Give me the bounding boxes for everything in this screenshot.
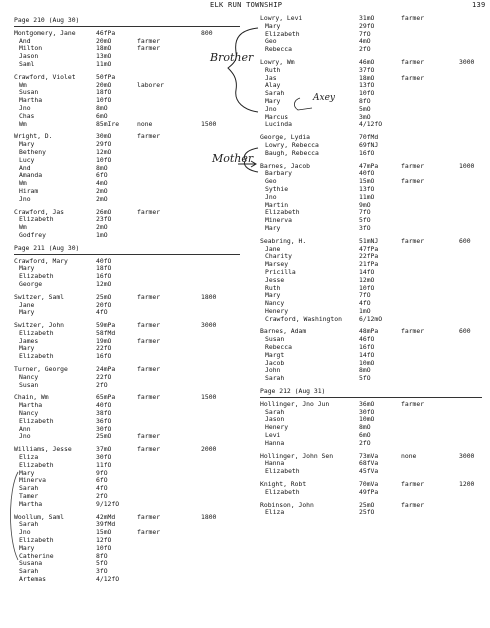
- real-estate-value: 3000: [459, 451, 475, 460]
- occupation: farmer: [137, 445, 161, 454]
- person-name: Wright, D.: [14, 132, 53, 141]
- age-sex-birthplace: 2fO: [96, 380, 108, 389]
- age-sex-birthplace: 5fO: [359, 216, 371, 225]
- age-sex-birthplace: 8mO: [359, 423, 371, 432]
- person-name: Hanna: [265, 459, 285, 468]
- age-sex-birthplace: 2mO: [96, 223, 108, 232]
- age-sex-birthplace: 46fO: [359, 335, 375, 344]
- age-sex-birthplace: 16fO: [359, 148, 375, 157]
- occupation: none: [401, 451, 417, 460]
- person-name: Sythie: [265, 184, 289, 193]
- person-name: Jno: [265, 192, 277, 201]
- age-sex-birthplace: 22fO: [96, 372, 112, 381]
- person-name: Jane: [19, 300, 35, 309]
- age-sex-birthplace: 4fO: [359, 299, 371, 308]
- age-sex-birthplace: 36fO: [96, 416, 112, 425]
- age-sex-birthplace: 20fO: [96, 300, 112, 309]
- occupation: farmer: [137, 432, 161, 441]
- age-sex-birthplace: 25mO: [359, 500, 375, 509]
- person-name: Mary: [265, 21, 281, 30]
- age-sex-birthplace: 51mNJ: [359, 236, 379, 245]
- section-label: Page 212 (Aug 31): [260, 387, 326, 396]
- person-name: John: [265, 366, 281, 375]
- person-name: Margt: [265, 350, 285, 359]
- person-name: Martin: [265, 200, 289, 209]
- age-sex-birthplace: 7fO: [359, 291, 371, 300]
- age-sex-birthplace: 39fMd: [96, 520, 116, 529]
- person-name: And: [19, 36, 31, 45]
- person-name: Martha: [19, 401, 43, 410]
- occupation: farmer: [401, 236, 425, 245]
- age-sex-birthplace: 29fO: [359, 21, 375, 30]
- age-sex-birthplace: 20mO: [96, 36, 112, 45]
- person-name: Martha: [19, 96, 43, 105]
- age-sex-birthplace: 9fO: [96, 468, 108, 477]
- real-estate-value: 1800: [201, 292, 217, 301]
- age-sex-birthplace: 2mO: [96, 194, 108, 203]
- person-name: Susan: [265, 335, 285, 344]
- person-name: Mary: [265, 223, 281, 232]
- age-sex-birthplace: 8mO: [96, 103, 108, 112]
- age-sex-birthplace: 8fO: [359, 96, 371, 105]
- person-name: Nancy: [265, 299, 285, 308]
- age-sex-birthplace: 10fO: [359, 89, 375, 98]
- person-name: Hollinger, John Sen: [260, 451, 334, 460]
- age-sex-birthplace: 25mO: [96, 292, 112, 301]
- age-sex-birthplace: 59mPa: [96, 321, 116, 330]
- person-name: Wm: [19, 179, 27, 188]
- age-sex-birthplace: 8mO: [96, 163, 108, 172]
- person-name: Jno: [19, 432, 31, 441]
- person-name: Wm: [19, 80, 27, 89]
- occupation: farmer: [401, 177, 425, 186]
- age-sex-birthplace: 11mO: [359, 192, 375, 201]
- age-sex-birthplace: 24mPa: [96, 365, 116, 374]
- person-name: Jesse: [265, 275, 285, 284]
- person-name: Elizabeth: [265, 487, 300, 496]
- occupation: farmer: [137, 292, 161, 301]
- person-name: Elizabeth: [265, 467, 300, 476]
- person-name: Henery: [265, 306, 289, 315]
- occupation: farmer: [137, 512, 161, 521]
- person-name: Elizabeth: [19, 328, 54, 337]
- person-name: Elizabeth: [265, 29, 300, 38]
- age-sex-birthplace: 25fO: [359, 508, 375, 517]
- person-name: Robinson, John: [260, 500, 314, 509]
- real-estate-value: 2000: [201, 445, 217, 454]
- person-name: Lowry, Rebecca: [265, 140, 319, 149]
- real-estate-value: 600: [459, 236, 471, 245]
- occupation: farmer: [401, 14, 425, 22]
- person-name: Jason: [265, 415, 285, 424]
- person-name: Sarah: [19, 567, 39, 576]
- age-sex-birthplace: 2mO: [96, 186, 108, 195]
- age-sex-birthplace: 47mPa: [359, 161, 379, 170]
- person-name: Elizabeth: [265, 208, 300, 217]
- person-name: Ruth: [265, 65, 281, 74]
- age-sex-birthplace: 73mVa: [359, 451, 379, 460]
- occupation: farmer: [401, 500, 425, 509]
- age-sex-birthplace: 1mO: [96, 230, 108, 239]
- person-name: Mary: [265, 96, 281, 105]
- person-name: Barbary: [265, 169, 292, 178]
- age-sex-birthplace: 4mO: [96, 179, 108, 188]
- person-name: Wm: [19, 119, 27, 128]
- age-sex-birthplace: 6mO: [359, 431, 371, 440]
- occupation: farmer: [137, 207, 161, 216]
- age-sex-birthplace: 49fPa: [359, 487, 379, 496]
- section-label: Page 211 (Aug 30): [14, 243, 80, 252]
- age-sex-birthplace: 7fO: [359, 29, 371, 38]
- person-name: Susana: [19, 559, 43, 568]
- age-sex-birthplace: 68fVa: [359, 459, 379, 468]
- person-name: Chas: [19, 111, 35, 120]
- age-sex-birthplace: 4fO: [96, 308, 108, 317]
- age-sex-birthplace: 42mMd: [96, 512, 116, 521]
- page-title: ELK RUN TOWNSHIP: [210, 1, 283, 9]
- age-sex-birthplace: 30mO: [96, 132, 112, 141]
- person-name: Mary: [19, 468, 35, 477]
- person-name: Elizabeth: [19, 272, 54, 281]
- person-name: Mary: [19, 308, 35, 317]
- age-sex-birthplace: 30fO: [359, 407, 375, 416]
- age-sex-birthplace: 13fO: [359, 184, 375, 193]
- person-name: Geo: [265, 37, 277, 46]
- person-name: Alay: [265, 81, 281, 90]
- person-name: Barnes, Adam: [260, 327, 307, 336]
- person-name: Charity: [265, 252, 292, 261]
- person-name: Elizabeth: [19, 416, 54, 425]
- person-name: Hiram: [19, 186, 39, 195]
- age-sex-birthplace: 25mO: [96, 432, 112, 441]
- person-name: Rebecca: [265, 45, 292, 54]
- bracket-mark-williams: [11, 472, 19, 560]
- age-sex-birthplace: 21fPa: [359, 260, 379, 269]
- person-name: Lowry, Levi: [260, 14, 303, 22]
- person-name: Sarah: [265, 374, 285, 383]
- person-name: Elizabeth: [19, 460, 54, 469]
- age-sex-birthplace: 46mO: [359, 57, 375, 66]
- age-sex-birthplace: 46fPa: [96, 28, 116, 37]
- age-sex-birthplace: 3mO: [359, 112, 371, 121]
- person-name: Hanna: [265, 438, 285, 447]
- person-name: Montgomery, Jane: [14, 28, 76, 37]
- section-label: Page 210 (Aug 30): [14, 16, 80, 24]
- age-sex-birthplace: 11fO: [96, 460, 112, 469]
- age-sex-birthplace: 5mO: [359, 104, 371, 113]
- person-name: Nancy: [19, 372, 39, 381]
- age-sex-birthplace: 6mO: [96, 111, 108, 120]
- age-sex-birthplace: 6/12mO: [359, 314, 383, 323]
- age-sex-birthplace: 16fO: [96, 352, 112, 361]
- person-name: Jason: [19, 52, 39, 61]
- person-name: Susan: [19, 380, 39, 389]
- age-sex-birthplace: 14fO: [359, 267, 375, 276]
- person-name: Mary: [19, 140, 35, 149]
- person-name: Lowry, Wm: [260, 57, 295, 66]
- occupation: farmer: [401, 480, 425, 489]
- age-sex-birthplace: 69fNJ: [359, 140, 379, 149]
- age-sex-birthplace: 18mO: [359, 73, 375, 82]
- age-sex-birthplace: 12mO: [96, 147, 112, 156]
- age-sex-birthplace: 16fO: [96, 272, 112, 281]
- age-sex-birthplace: 36mO: [359, 399, 375, 408]
- person-name: And: [19, 163, 31, 172]
- person-name: Amanda: [19, 171, 43, 180]
- age-sex-birthplace: 58fMd: [96, 328, 116, 337]
- person-name: Jas: [265, 73, 277, 82]
- person-name: Tamer: [19, 492, 39, 501]
- age-sex-birthplace: 2fO: [359, 438, 371, 447]
- handwritten-mother: Mother: [212, 152, 254, 165]
- occupation: farmer: [401, 73, 425, 82]
- handwritten-axey: Axey: [313, 93, 335, 103]
- occupation: farmer: [401, 327, 425, 336]
- person-name: Susan: [19, 88, 39, 97]
- age-sex-birthplace: 5fO: [359, 374, 371, 383]
- real-estate-value: 1500: [201, 393, 217, 402]
- person-name: Elizabeth: [19, 352, 54, 361]
- person-name: Elizabeth: [19, 215, 54, 224]
- age-sex-birthplace: 40fO: [96, 401, 112, 410]
- person-name: Jno: [19, 528, 31, 537]
- age-sex-birthplace: 18mO: [96, 44, 112, 53]
- person-name: Catherine: [19, 551, 54, 560]
- age-sex-birthplace: 4mO: [359, 37, 371, 46]
- person-name: Artemas: [19, 575, 46, 583]
- occupation: farmer: [137, 393, 161, 402]
- person-name: Turner, George: [14, 365, 68, 374]
- age-sex-birthplace: 40fO: [96, 256, 112, 265]
- handwritten-brother: Brother: [210, 51, 254, 64]
- age-sex-birthplace: 38fO: [96, 409, 112, 418]
- page-number: 139: [472, 1, 486, 9]
- occupation: farmer: [137, 36, 161, 45]
- age-sex-birthplace: 7fO: [359, 208, 371, 217]
- person-name: Mary: [19, 543, 35, 552]
- age-sex-birthplace: 3fO: [96, 567, 108, 576]
- person-name: Hollinger, Jno Jun: [260, 399, 330, 408]
- person-name: Chain, Wm: [14, 393, 49, 402]
- age-sex-birthplace: 29fO: [96, 140, 112, 149]
- occupation: farmer: [401, 161, 425, 170]
- age-sex-birthplace: 31mO: [359, 14, 375, 22]
- person-name: Pricilla: [265, 267, 296, 276]
- person-name: Williams, Jesse: [14, 445, 72, 454]
- age-sex-birthplace: 8mO: [359, 366, 371, 375]
- age-sex-birthplace: 18fO: [96, 88, 112, 97]
- age-sex-birthplace: 85mIre: [96, 119, 120, 128]
- age-sex-birthplace: 14fO: [359, 350, 375, 359]
- person-name: Sarah: [19, 484, 39, 493]
- person-name: Switzer, John: [14, 321, 65, 330]
- real-estate-value: 800: [201, 28, 213, 37]
- age-sex-birthplace: 70fMd: [359, 133, 379, 142]
- person-name: Mary: [19, 264, 35, 273]
- person-name: Elizabeth: [19, 536, 54, 545]
- person-name: Marsey: [265, 260, 289, 269]
- person-name: Sarah: [265, 89, 285, 98]
- real-estate-value: 1500: [201, 119, 217, 128]
- age-sex-birthplace: 22fO: [96, 344, 112, 353]
- person-name: Eliza: [265, 508, 285, 517]
- person-name: Jane: [265, 244, 281, 253]
- person-name: Lucy: [19, 155, 35, 164]
- age-sex-birthplace: 3fO: [359, 223, 371, 232]
- person-name: Jacob: [265, 358, 285, 367]
- person-name: Knight, Robt: [260, 480, 307, 489]
- age-sex-birthplace: 11mO: [96, 59, 112, 68]
- person-name: Nancy: [19, 409, 39, 418]
- age-sex-birthplace: 12mO: [359, 275, 375, 284]
- person-name: Saml: [19, 59, 35, 68]
- age-sex-birthplace: 12mO: [96, 279, 112, 288]
- person-name: Crawford, Violet: [14, 72, 76, 81]
- person-name: Barnes, Jacob: [260, 161, 311, 170]
- age-sex-birthplace: 4/12fO: [359, 120, 383, 129]
- age-sex-birthplace: 10fO: [96, 96, 112, 105]
- person-name: Jno: [19, 103, 31, 112]
- age-sex-birthplace: 10mO: [359, 358, 375, 367]
- age-sex-birthplace: 19mO: [96, 336, 112, 345]
- person-name: Minerva: [19, 476, 46, 485]
- age-sex-birthplace: 2fO: [359, 45, 371, 54]
- age-sex-birthplace: 10fO: [96, 155, 112, 164]
- person-name: Lucinda: [265, 120, 292, 129]
- real-estate-value: 1000: [459, 161, 475, 170]
- age-sex-birthplace: 2fO: [96, 492, 108, 501]
- bracket-mark-axey: [294, 98, 312, 110]
- age-sex-birthplace: 9/12fO: [96, 499, 120, 508]
- person-name: Geo: [265, 177, 277, 186]
- bracket-mark-lowry: [228, 28, 258, 112]
- age-sex-birthplace: 30fO: [96, 453, 112, 462]
- age-sex-birthplace: 1mO: [359, 306, 371, 315]
- age-sex-birthplace: 26mO: [96, 207, 112, 216]
- age-sex-birthplace: 10mO: [359, 415, 375, 424]
- occupation: none: [137, 119, 153, 128]
- age-sex-birthplace: 6fO: [96, 476, 108, 485]
- age-sex-birthplace: 15mO: [96, 528, 112, 537]
- person-name: Milton: [19, 44, 43, 53]
- person-name: George: [19, 279, 43, 288]
- age-sex-birthplace: 30fO: [96, 424, 112, 433]
- age-sex-birthplace: 20mO: [96, 80, 112, 89]
- age-sex-birthplace: 13fO: [359, 81, 375, 90]
- age-sex-birthplace: 40fO: [359, 169, 375, 178]
- person-name: Henery: [265, 423, 289, 432]
- person-name: Godfrey: [19, 230, 46, 239]
- age-sex-birthplace: 65mPa: [96, 393, 116, 402]
- age-sex-birthplace: 10fO: [359, 283, 375, 292]
- age-sex-birthplace: 16fO: [359, 343, 375, 352]
- real-estate-value: 1200: [459, 480, 475, 489]
- age-sex-birthplace: 15mO: [359, 177, 375, 186]
- age-sex-birthplace: 5fO: [96, 559, 108, 568]
- age-sex-birthplace: 6fO: [96, 171, 108, 180]
- person-name: Eliza: [19, 453, 39, 462]
- real-estate-value: 3000: [201, 321, 217, 330]
- person-name: Betheny: [19, 147, 46, 156]
- age-sex-birthplace: 37mO: [96, 445, 112, 454]
- person-name: Jno: [265, 104, 277, 113]
- real-estate-value: 1800: [201, 512, 217, 521]
- person-name: Sarah: [19, 520, 39, 529]
- person-name: Wm: [19, 223, 27, 232]
- person-name: Mary: [19, 344, 35, 353]
- age-sex-birthplace: 37fO: [359, 65, 375, 74]
- occupation: farmer: [137, 528, 161, 537]
- age-sex-birthplace: 8fO: [96, 551, 108, 560]
- person-name: Marcus: [265, 112, 289, 121]
- occupation: farmer: [401, 399, 425, 408]
- occupation: farmer: [137, 44, 161, 53]
- person-name: Martha: [19, 499, 43, 508]
- age-sex-birthplace: 47fPa: [359, 244, 379, 253]
- age-sex-birthplace: 48mPa: [359, 327, 379, 336]
- person-name: Jno: [19, 194, 31, 203]
- age-sex-birthplace: 18fO: [96, 264, 112, 273]
- occupation: farmer: [137, 336, 161, 345]
- person-name: Levi: [265, 431, 281, 440]
- person-name: Switzer, Saml: [14, 292, 65, 301]
- person-name: Rebecca: [265, 343, 292, 352]
- age-sex-birthplace: 13mO: [96, 52, 112, 61]
- person-name: James: [19, 336, 39, 345]
- real-estate-value: 3000: [459, 57, 475, 66]
- age-sex-birthplace: 23fO: [96, 215, 112, 224]
- age-sex-birthplace: 4fO: [96, 484, 108, 493]
- age-sex-birthplace: 70mVa: [359, 480, 379, 489]
- age-sex-birthplace: 9mO: [359, 200, 371, 209]
- person-name: Minerva: [265, 216, 292, 225]
- age-sex-birthplace: 45fVa: [359, 467, 379, 476]
- age-sex-birthplace: 4/12fO: [96, 575, 120, 583]
- real-estate-value: 600: [459, 327, 471, 336]
- person-name: Woollum, Saml: [14, 512, 65, 521]
- person-name: Ann: [19, 424, 31, 433]
- person-name: Mary: [265, 291, 281, 300]
- person-name: George, Lydia: [260, 133, 311, 142]
- age-sex-birthplace: 10fO: [96, 543, 112, 552]
- age-sex-birthplace: 50fPa: [96, 72, 116, 81]
- person-name: Crawford, Jas: [14, 207, 65, 216]
- person-name: Sarah: [265, 407, 285, 416]
- person-name: Crawford, Mary: [14, 256, 68, 265]
- person-name: Crawford, Washington: [265, 314, 342, 323]
- occupation: farmer: [137, 365, 161, 374]
- age-sex-birthplace: 22fPa: [359, 252, 379, 261]
- occupation: farmer: [401, 57, 425, 66]
- person-name: Ruth: [265, 283, 281, 292]
- occupation: laborer: [137, 80, 164, 89]
- person-name: Baugh, Rebecca: [265, 148, 319, 157]
- occupation: farmer: [137, 321, 161, 330]
- person-name: Seabring, H.: [260, 236, 307, 245]
- age-sex-birthplace: 12fO: [96, 536, 112, 545]
- occupation: farmer: [137, 132, 161, 141]
